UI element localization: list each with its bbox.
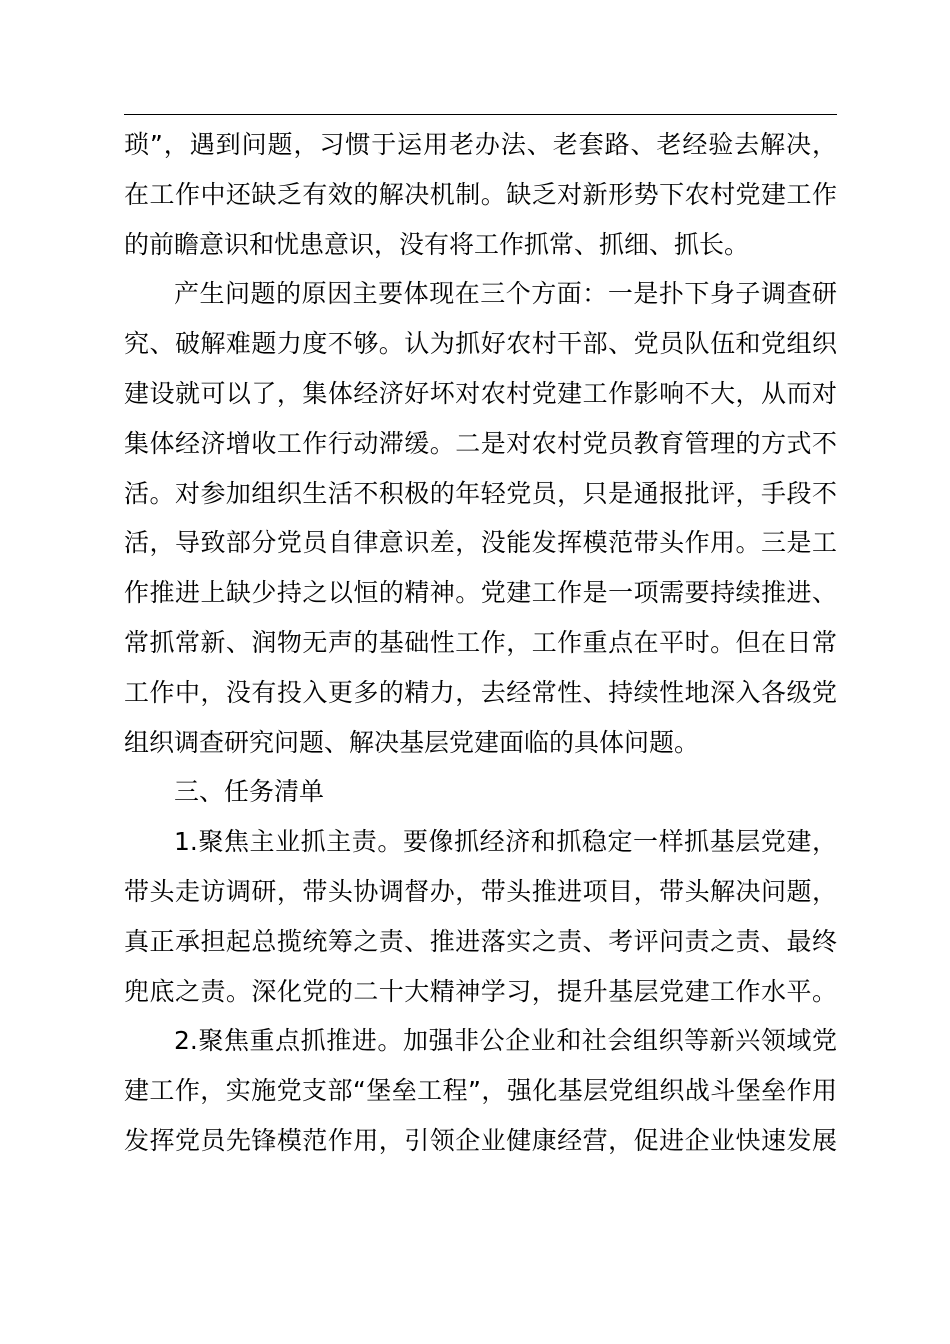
paragraph-start-line: 2.聚焦重点抓推进。加强非公企业和社会组织等新兴领域党 (174, 1026, 837, 1056)
text-line: 工作中，没有投入更多的精力，去经常性、持续性地深入各级党 (124, 677, 837, 707)
text-line: 在工作中还缺乏有效的解决机制。缺乏对新形势下农村党建工作 (124, 179, 837, 209)
text-line: 组织调查研究问题、解决基层党建面临的具体问题。 (124, 727, 700, 757)
text-line: 作推进上缺少持之以恒的精神。党建工作是一项需要持续推进、 (124, 578, 837, 608)
text-line: 常抓常新、润物无声的基础性工作，工作重点在平时。但在日常 (124, 627, 837, 657)
text-line: 发挥党员先锋模范作用，引领企业健康经营，促进企业快速发展 (124, 1125, 837, 1155)
header-rule (124, 114, 837, 115)
text-line: 琐”，遇到问题，习惯于运用老办法、老套路、老经验去解决， (124, 130, 837, 159)
paragraph-start-line: 1.聚焦主业抓主责。要像抓经济和抓稳定一样抓基层党建， (174, 827, 837, 857)
body-text (124, 120, 837, 1166)
text-line: 建工作，实施党支部“堡垒工程”，强化基层党组织战斗堡垒作用 (124, 1076, 837, 1106)
text-line: 兜底之责。深化党的二十大精神学习，提升基层党建工作水平。 (124, 976, 837, 1006)
paragraph-start-line: 产生问题的原因主要体现在三个方面：一是扑下身子调查研 (174, 279, 837, 309)
text-line: 活。对参加组织生活不积极的年轻党员，只是通报批评，手段不 (124, 478, 837, 508)
text-line: 建设就可以了，集体经济好坏对农村党建工作影响不大，从而对 (124, 378, 837, 408)
text-line: 的前瞻意识和忧患意识，没有将工作抓常、抓细、抓长。 (124, 229, 750, 259)
text-line: 带头走访调研，带头协调督办，带头推进项目，带头解决问题， (124, 876, 837, 906)
text-line: 集体经济增收工作行动滞缓。二是对农村党员教育管理的方式不 (124, 428, 837, 458)
text-line: 究、破解难题力度不够。认为抓好农村干部、党员队伍和党组织 (124, 329, 837, 359)
text-line: 真正承担起总揽统筹之责、推进落实之责、考评问责之责、最终 (124, 926, 837, 956)
section-heading: 三、任务清单 (174, 777, 325, 807)
text-line: 活，导致部分党员自律意识差，没能发挥模范带头作用。三是工 (124, 528, 837, 558)
